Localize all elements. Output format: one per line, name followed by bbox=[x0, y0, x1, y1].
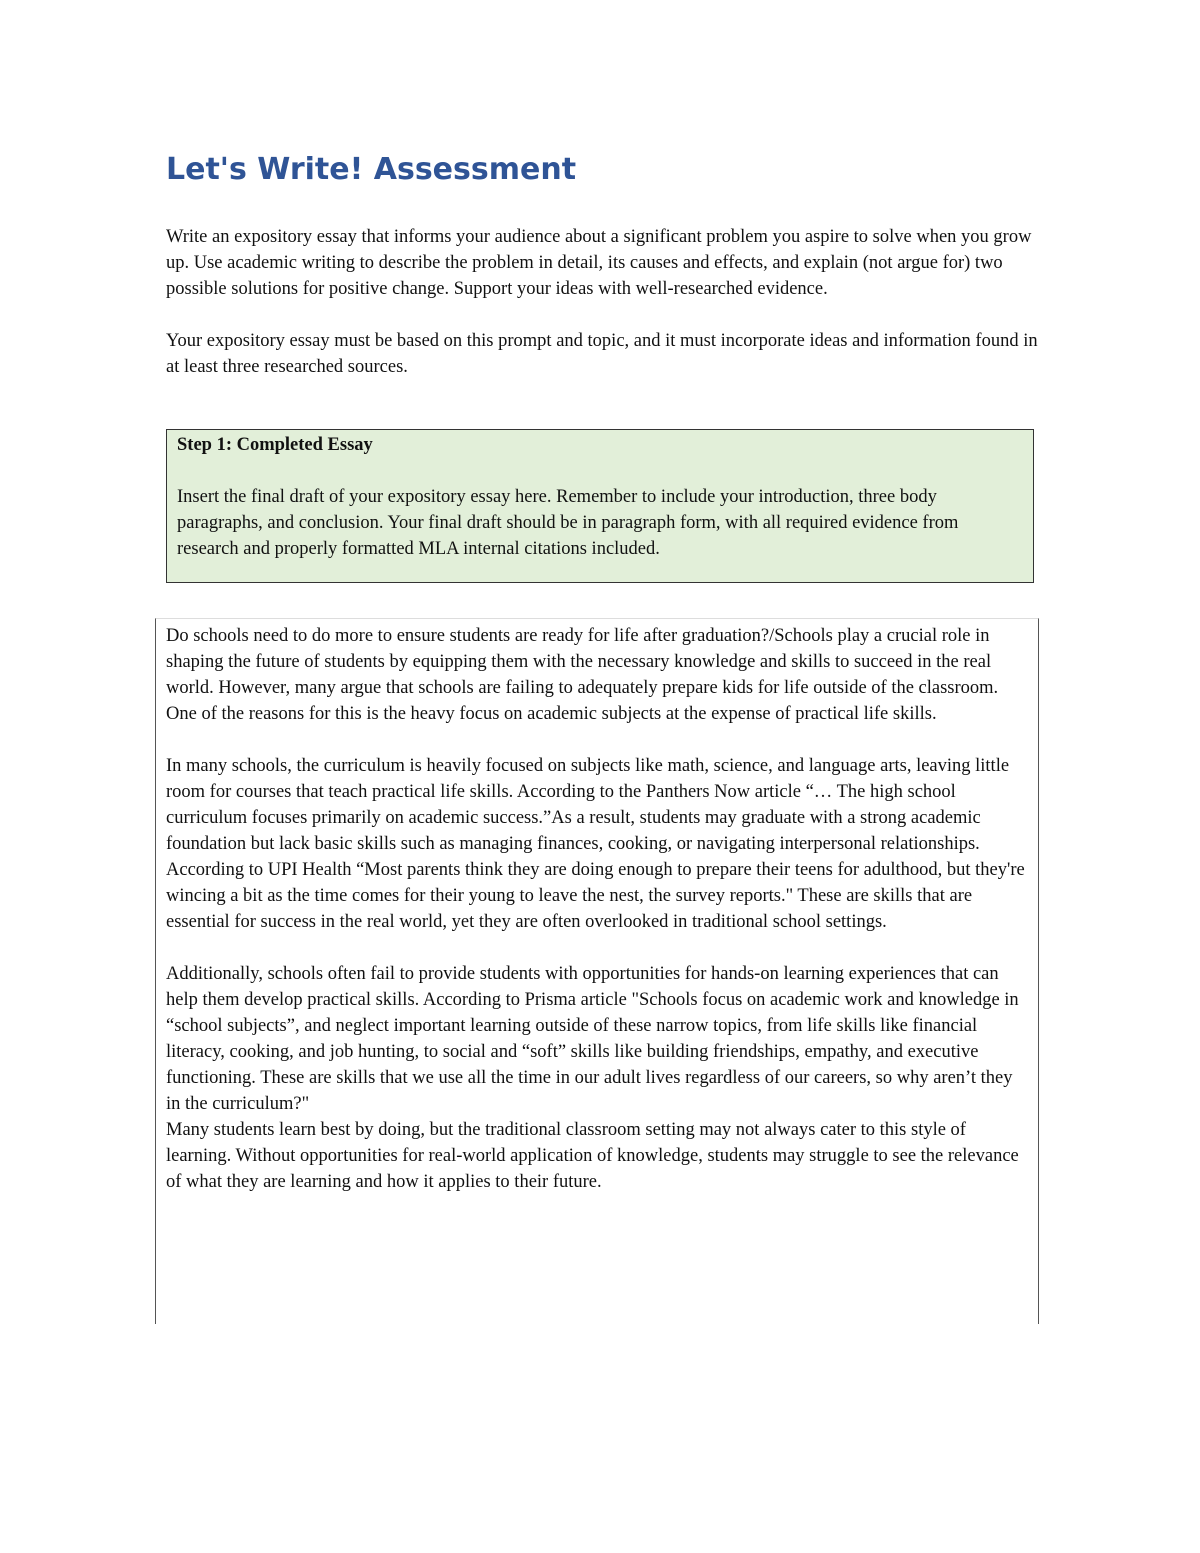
essay-paragraph: Many students learn best by doing, but the traditional classroom setting may not always cater to this style of learning. Without opportunities for real-world application of knowledge, students may struggle to see the relevance of what they are learning and how it applies to their future. bbox=[166, 1120, 1019, 1192]
essay-paragraph: Additionally, schools often fail to provide students with opportunities for hands-on learning experiences that can help them develop practical skills. According to Prisma article "Schools focus on academic work and knowledge in “school subjects”, and neglect important learning outside of these narrow topics, from life skills like financial literacy, cooking, and job hunting, to social and “soft” skills like building friendships, empathy, and executive functioning. These are skills that we use all the time in our adult lives regardless of our careers, so why aren’t they in the curriculum?" bbox=[166, 964, 1019, 1114]
essay-paragraph: Do schools need to do more to ensure students are ready for life after graduation?/Schools play a crucial role in shaping the future of students by equipping them with the necessary knowledge and skills to succeed in the real world. However, many argue that schools are failing to adequately prepare kids for life outside of the classroom. One of the reasons for this is the heavy focus on academic subjects at the expense of practical life skills. bbox=[166, 626, 999, 724]
assignment-prompt bbox=[166, 224, 1046, 406]
essay-paragraph: In many schools, the curriculum is heavily focused on subjects like math, science, and language arts, leaving little room for courses that teach practical life skills. According to the Panthers Now article “… The high school curriculum focuses primarily on academic success.”As a result, students may graduate with a strong academic foundation but lack basic skills such as managing finances, cooking, or navigating interpersonal relationships. According to UPI Health “Most parents think they are doing enough to prepare their teens for adulthood, but they're wincing a bit as the time comes for their young to leave the nest, the survey reports." These are skills that are essential for success in the real world, yet they are often overlooked in traditional school settings. bbox=[166, 756, 1025, 932]
step-instructions: Insert the final draft of your expository essay here. Remember to include your introduction, three body paragraphs, and conclusion. Your final draft should be in paragraph form, with all required evidence from research and properly formatted MLA internal citations included. bbox=[177, 487, 959, 559]
page-title: Let's Write! Assessment bbox=[166, 152, 577, 187]
step-instructions-box bbox=[166, 429, 1034, 583]
prompt-paragraph: Write an expository essay that informs your audience about a significant problem you aspire to solve when you grow up. Use academic writing to describe the problem in detail, its causes and effects, and explain (not argue for) two possible solutions for positive change. Support your ideas with well-researched evidence. bbox=[166, 227, 1032, 299]
step-heading: Step 1: Completed Essay bbox=[177, 435, 373, 455]
essay-text-area[interactable] bbox=[155, 618, 1039, 1324]
prompt-paragraph: Your expository essay must be based on this prompt and topic, and it must incorporate ideas and information found in at least three researched sources. bbox=[166, 331, 1038, 377]
